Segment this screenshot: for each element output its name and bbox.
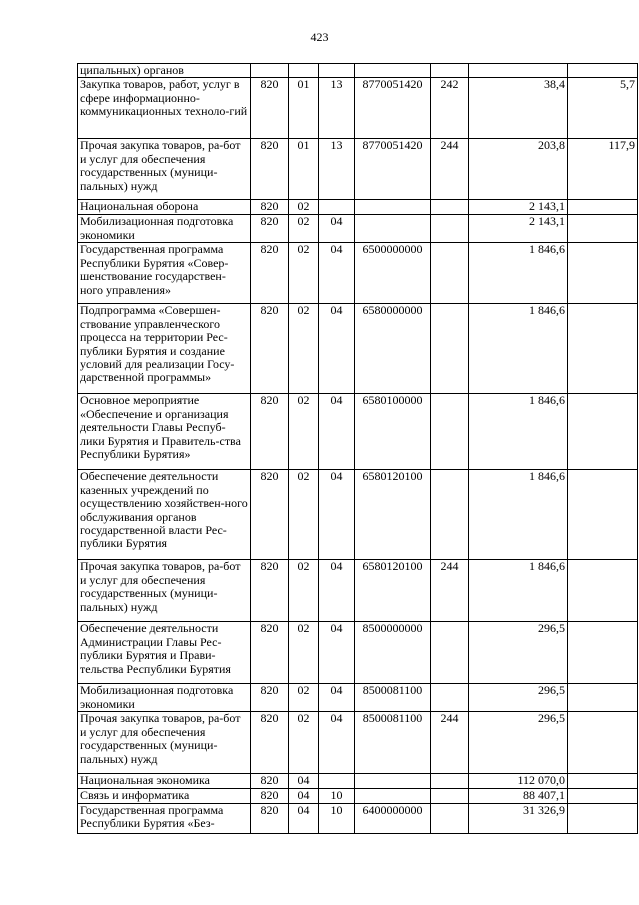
row-name-cell: Связь и информатика <box>78 789 251 803</box>
row-name-cell: Государственная программа Республики Бурятия «Совер-шенствование государствен-ного управления» <box>78 243 251 304</box>
row-name-cell: Национальная оборона <box>78 200 251 215</box>
target-article-cell <box>355 64 431 78</box>
row-name-cell: Обеспечение деятельности Администрации Главы Рес-публики Бурятия и Прави-тельства Республики Бурятия <box>78 622 251 684</box>
expense-type-cell <box>431 215 469 243</box>
expense-type-cell <box>431 304 469 394</box>
target-article-cell <box>355 789 431 803</box>
ved-code-cell <box>251 64 289 78</box>
section-code-cell: 04 <box>289 803 319 833</box>
target-article-cell: 6580120100 <box>355 470 431 560</box>
amount-cell: 296,5 <box>469 712 568 774</box>
row-name-cell: Прочая закупка товаров, ра-бот и услуг для обеспечения государственных (муници-пальных) нужд <box>78 712 251 774</box>
budget-table <box>77 63 638 834</box>
ved-code-cell: 820 <box>251 139 289 200</box>
amount-extra-cell <box>568 789 638 803</box>
subsection-code-cell: 04 <box>319 712 355 774</box>
section-code-cell: 01 <box>289 139 319 200</box>
expense-type-cell <box>431 803 469 833</box>
expense-type-cell: 244 <box>431 560 469 622</box>
row-name-cell: Подпрограмма «Совершен-ствование управленческого процесса на территории Рес-публики Бурятия и создание условий для реализации Госу-дарственной программы» <box>78 304 251 394</box>
subsection-code-cell <box>319 64 355 78</box>
ved-code-cell: 820 <box>251 243 289 304</box>
ved-code-cell: 820 <box>251 78 289 139</box>
amount-cell: 1 846,6 <box>469 243 568 304</box>
expense-type-cell <box>431 774 469 789</box>
ved-code-cell: 820 <box>251 789 289 803</box>
amount-extra-cell <box>568 803 638 833</box>
row-name-cell: Обеспечение деятельности казенных учреждений по осуществлению хозяйствен-ного обслуживания органов государственной власти Рес-публики Бурятия <box>78 470 251 560</box>
table-row <box>78 803 638 833</box>
amount-extra-cell <box>568 394 638 470</box>
amount-cell: 296,5 <box>469 684 568 712</box>
row-name-cell: Государственная программа Республики Бурятия «Без- <box>78 803 251 833</box>
ved-code-cell: 820 <box>251 712 289 774</box>
amount-cell: 2 143,1 <box>469 200 568 215</box>
subsection-code-cell: 04 <box>319 684 355 712</box>
ved-code-cell: 820 <box>251 304 289 394</box>
target-article-cell: 6400000000 <box>355 803 431 833</box>
expense-type-cell: 242 <box>431 78 469 139</box>
subsection-code-cell: 13 <box>319 78 355 139</box>
amount-cell: 203,8 <box>469 139 568 200</box>
section-code-cell: 02 <box>289 243 319 304</box>
section-code-cell: 02 <box>289 622 319 684</box>
amount-extra-cell <box>568 215 638 243</box>
table-row <box>78 139 638 200</box>
amount-cell: 31 326,9 <box>469 803 568 833</box>
row-name-cell: ципальных) органов <box>78 64 251 78</box>
table-row <box>78 712 638 774</box>
target-article-cell: 6580100000 <box>355 394 431 470</box>
subsection-code-cell: 10 <box>319 803 355 833</box>
target-article-cell: 8500081100 <box>355 684 431 712</box>
table-row <box>78 470 638 560</box>
table-row <box>78 78 638 139</box>
amount-cell: 1 846,6 <box>469 394 568 470</box>
table-row <box>78 64 638 78</box>
section-code-cell: 02 <box>289 200 319 215</box>
expense-type-cell <box>431 200 469 215</box>
ved-code-cell: 820 <box>251 560 289 622</box>
section-code-cell: 02 <box>289 394 319 470</box>
table-row <box>78 684 638 712</box>
ved-code-cell: 820 <box>251 774 289 789</box>
section-code-cell: 02 <box>289 470 319 560</box>
subsection-code-cell: 04 <box>319 394 355 470</box>
subsection-code-cell: 10 <box>319 789 355 803</box>
amount-cell: 296,5 <box>469 622 568 684</box>
ved-code-cell: 820 <box>251 470 289 560</box>
subsection-code-cell: 04 <box>319 470 355 560</box>
ved-code-cell: 820 <box>251 803 289 833</box>
table-row <box>78 304 638 394</box>
row-name-cell: Национальная экономика <box>78 774 251 789</box>
amount-cell: 1 846,6 <box>469 560 568 622</box>
amount-extra-cell <box>568 64 638 78</box>
page-number: 423 <box>310 30 329 44</box>
amount-cell: 1 846,6 <box>469 304 568 394</box>
subsection-code-cell: 13 <box>319 139 355 200</box>
amount-extra-cell: 117,9 <box>568 139 638 200</box>
amount-extra-cell <box>568 304 638 394</box>
subsection-code-cell: 04 <box>319 622 355 684</box>
target-article-cell: 8770051420 <box>355 139 431 200</box>
amount-extra-cell: 5,7 <box>568 78 638 139</box>
subsection-code-cell <box>319 200 355 215</box>
target-article-cell <box>355 215 431 243</box>
table-row <box>78 622 638 684</box>
table-row <box>78 789 638 803</box>
row-name-cell: Закупка товаров, работ, услуг в сфере информационно-коммуникационных техноло-гий <box>78 78 251 139</box>
expense-type-cell <box>431 470 469 560</box>
ved-code-cell: 820 <box>251 394 289 470</box>
amount-cell: 112 070,0 <box>469 774 568 789</box>
row-name-cell: Мобилизационная подготовка экономики <box>78 215 251 243</box>
target-article-cell: 6500000000 <box>355 243 431 304</box>
expense-type-cell: 244 <box>431 712 469 774</box>
expense-type-cell <box>431 684 469 712</box>
ved-code-cell: 820 <box>251 622 289 684</box>
expense-type-cell: 244 <box>431 139 469 200</box>
expense-type-cell <box>431 789 469 803</box>
table-row <box>78 200 638 215</box>
expense-type-cell <box>431 64 469 78</box>
section-code-cell: 02 <box>289 684 319 712</box>
section-code-cell <box>289 64 319 78</box>
row-name-cell: Основное мероприятие «Обеспечение и организация деятельности Главы Респуб-лики Бурятия и Правитель-ства Республики Бурятия» <box>78 394 251 470</box>
section-code-cell: 02 <box>289 560 319 622</box>
amount-extra-cell <box>568 200 638 215</box>
expense-type-cell <box>431 243 469 304</box>
row-name-cell: Прочая закупка товаров, ра-бот и услуг для обеспечения государственных (муници-пальных) нужд <box>78 560 251 622</box>
expense-type-cell <box>431 622 469 684</box>
target-article-cell: 6580000000 <box>355 304 431 394</box>
target-article-cell: 8500081100 <box>355 712 431 774</box>
amount-extra-cell <box>568 470 638 560</box>
table-row <box>78 243 638 304</box>
target-article-cell: 8770051420 <box>355 78 431 139</box>
amount-extra-cell <box>568 712 638 774</box>
section-code-cell: 01 <box>289 78 319 139</box>
row-name-cell: Прочая закупка товаров, ра-бот и услуг для обеспечения государственных (муници-пальных) нужд <box>78 139 251 200</box>
expense-type-cell <box>431 394 469 470</box>
table-row <box>78 560 638 622</box>
amount-cell: 88 407,1 <box>469 789 568 803</box>
ved-code-cell: 820 <box>251 684 289 712</box>
amount-extra-cell <box>568 774 638 789</box>
amount-extra-cell <box>568 560 638 622</box>
subsection-code-cell: 04 <box>319 243 355 304</box>
amount-cell: 38,4 <box>469 78 568 139</box>
amount-extra-cell <box>568 243 638 304</box>
section-code-cell: 04 <box>289 789 319 803</box>
ved-code-cell: 820 <box>251 200 289 215</box>
amount-cell <box>469 64 568 78</box>
subsection-code-cell: 04 <box>319 215 355 243</box>
target-article-cell <box>355 200 431 215</box>
section-code-cell: 02 <box>289 712 319 774</box>
target-article-cell: 6580120100 <box>355 560 431 622</box>
subsection-code-cell: 04 <box>319 560 355 622</box>
amount-cell: 2 143,1 <box>469 215 568 243</box>
ved-code-cell: 820 <box>251 215 289 243</box>
target-article-cell <box>355 774 431 789</box>
section-code-cell: 04 <box>289 774 319 789</box>
subsection-code-cell: 04 <box>319 304 355 394</box>
amount-extra-cell <box>568 622 638 684</box>
row-name-cell: Мобилизационная подготовка экономики <box>78 684 251 712</box>
table-row <box>78 774 638 789</box>
amount-extra-cell <box>568 684 638 712</box>
target-article-cell: 8500000000 <box>355 622 431 684</box>
section-code-cell: 02 <box>289 304 319 394</box>
subsection-code-cell <box>319 774 355 789</box>
amount-cell: 1 846,6 <box>469 470 568 560</box>
section-code-cell: 02 <box>289 215 319 243</box>
table-row <box>78 394 638 470</box>
table-row <box>78 215 638 243</box>
